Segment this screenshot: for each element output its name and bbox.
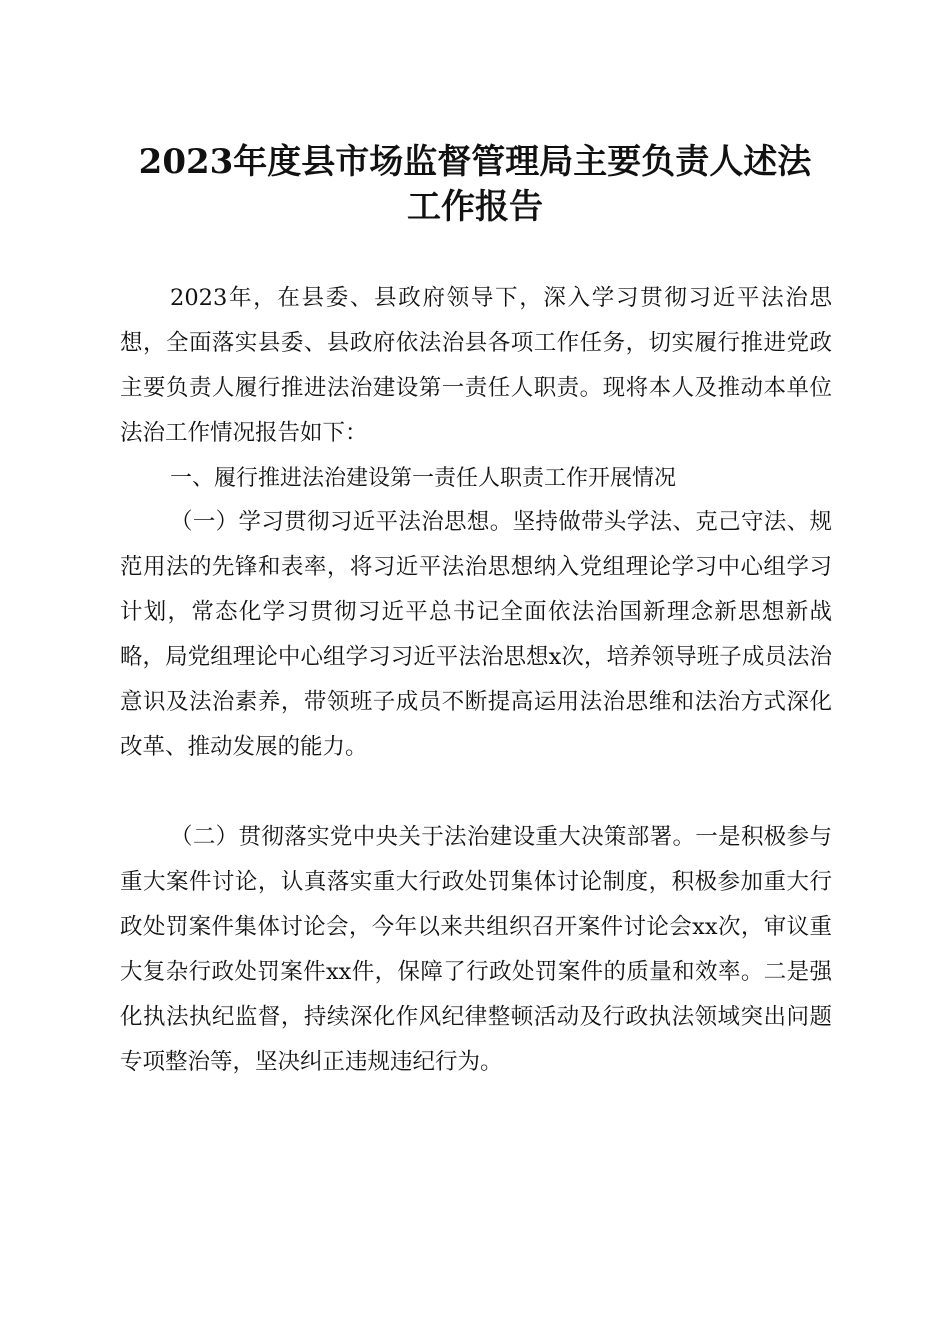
document-title-line-1: 2023年度县市场监督管理局主要负责人述法: [138, 142, 812, 182]
section-1-heading-text: 一、履行推进法治建设第一责任人职责工作开展情况: [170, 466, 677, 491]
section-1-heading: [120, 456, 832, 501]
intro-paragraph: 2023年，在县委、县政府领导下，深入学习贯彻习近平法治思想，全面落实县委、县政府依法治县各项工作任务，切实履行推进党政主要负责人履行推进法治建设第一责任人职责。现将本人及推动本单位法治工作情况报告如下：: [120, 285, 832, 446]
subsection-2-paragraph: [120, 815, 832, 1085]
subsection-2-lead: （二）贯彻落实党中央关于法治建设重大决策部署。: [170, 824, 696, 850]
subsection-1-paragraph: [120, 500, 832, 770]
subsection-1-body: 坚持做带头学法、克己守法、规范用法的先锋和表率，将习近平法治思想纳入党组理论学习中心组学习计划，常态化学习贯彻习近平总书记全面依法治国新理念新思想新战略，局党组理论中心组学习习近平法治思想x次，培养领导班子成员法治意识及法治素养，带领班子成员不断提高运用法治思维和法治方式深化改革、推动发展的能力。: [120, 509, 832, 760]
subsection-2-body: 一是积极参与重大案件讨论，认真落实重大行政处罚集体讨论制度，积极参加重大行政处罚案件集体讨论会，今年以来共组织召开案件讨论会xx次，审议重大复杂行政处罚案件xx件，保障了行政处罚案件的质量和效率。二是强化执法执纪监督，持续深化作风纪律整顿活动及行政执法领域突出问题专项整治等，坚决纠正违规违纪行为。: [120, 824, 832, 1075]
subsection-1-lead: （一）学习贯彻习近平法治思想。: [170, 509, 513, 535]
document-title-line-2: 工作报告: [407, 187, 543, 227]
